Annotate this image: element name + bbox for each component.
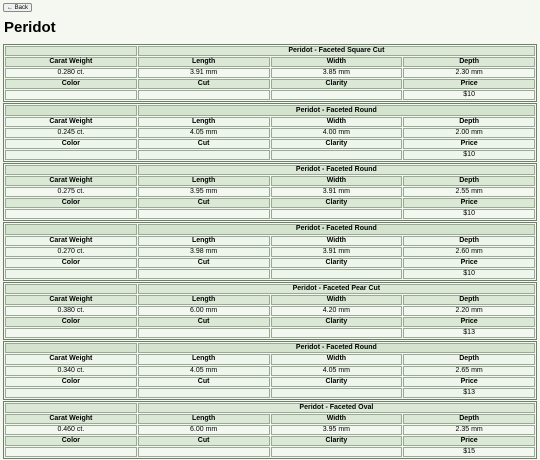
depth-value: 2.35 mm [403,425,535,435]
clarity-value [271,388,403,398]
color-value [5,150,137,160]
stone-table [3,341,537,399]
stone-table [3,222,537,280]
carat-value: 0.340 ct. [5,366,137,376]
blank-cell [5,224,137,234]
width-header: Width [271,414,403,424]
carat-value: 0.280 ct. [5,68,137,78]
price-header: Price [403,258,535,268]
clarity-value [271,447,403,457]
length-header: Length [138,414,270,424]
cut-value [138,90,270,100]
width-value: 4.20 mm [271,306,403,316]
cut-header: Cut [138,377,270,387]
carat-value: 0.245 ct. [5,128,137,138]
stone-table [3,103,537,161]
width-header: Width [271,354,403,364]
price-value: $10 [403,90,535,100]
blank-cell [5,165,137,175]
clarity-value [271,150,403,160]
clarity-header: Clarity [271,317,403,327]
color-header: Color [5,436,137,446]
blank-cell [5,343,137,353]
cut-header: Cut [138,258,270,268]
length-header: Length [138,57,270,67]
clarity-value [271,90,403,100]
depth-header: Depth [403,117,535,127]
width-header: Width [271,176,403,186]
price-value: $10 [403,209,535,219]
width-value: 3.85 mm [271,68,403,78]
clarity-header: Clarity [271,198,403,208]
length-value: 3.98 mm [138,247,270,257]
price-value: $10 [403,150,535,160]
depth-value: 2.60 mm [403,247,535,257]
price-value: $15 [403,447,535,457]
stone-table [3,282,537,340]
price-header: Price [403,198,535,208]
carat-header: Carat Weight [5,176,137,186]
page-title: Peridot [4,19,56,36]
clarity-header: Clarity [271,79,403,89]
stone-name: Peridot - Faceted Round [138,165,535,175]
cut-value [138,388,270,398]
price-header: Price [403,317,535,327]
stone-list [3,44,537,460]
depth-header: Depth [403,176,535,186]
length-value: 6.00 mm [138,306,270,316]
cut-value [138,209,270,219]
cut-header: Cut [138,79,270,89]
stone-table [3,44,537,102]
clarity-header: Clarity [271,436,403,446]
color-header: Color [5,377,137,387]
cut-value [138,150,270,160]
color-value [5,269,137,279]
cut-header: Cut [138,317,270,327]
cut-value [138,269,270,279]
price-header: Price [403,79,535,89]
carat-header: Carat Weight [5,354,137,364]
depth-value: 2.65 mm [403,366,535,376]
color-header: Color [5,258,137,268]
stone-name: Peridot - Faceted Square Cut [138,46,535,56]
depth-value: 2.30 mm [403,68,535,78]
depth-header: Depth [403,295,535,305]
carat-value: 0.275 ct. [5,187,137,197]
clarity-value [271,328,403,338]
color-header: Color [5,79,137,89]
stone-table [3,401,537,459]
stone-name: Peridot - Faceted Round [138,343,535,353]
depth-value: 2.55 mm [403,187,535,197]
clarity-value [271,209,403,219]
stone-name: Peridot - Faceted Pear Cut [138,284,535,294]
length-value: 3.95 mm [138,187,270,197]
length-header: Length [138,117,270,127]
stone-table [3,163,537,221]
width-value: 3.91 mm [271,187,403,197]
color-value [5,209,137,219]
cut-value [138,328,270,338]
cut-header: Cut [138,198,270,208]
cut-header: Cut [138,436,270,446]
price-header: Price [403,377,535,387]
depth-value: 2.20 mm [403,306,535,316]
color-value [5,447,137,457]
price-value: $13 [403,328,535,338]
width-value: 4.05 mm [271,366,403,376]
color-header: Color [5,198,137,208]
back-button[interactable]: ← Back [3,3,32,12]
length-value: 4.05 mm [138,128,270,138]
width-header: Width [271,236,403,246]
width-value: 3.91 mm [271,247,403,257]
depth-header: Depth [403,354,535,364]
blank-cell [5,284,137,294]
carat-header: Carat Weight [5,236,137,246]
blank-cell [5,403,137,413]
stone-name: Peridot - Faceted Round [138,224,535,234]
width-header: Width [271,117,403,127]
price-value: $10 [403,269,535,279]
clarity-value [271,269,403,279]
depth-header: Depth [403,236,535,246]
blank-cell [5,46,137,56]
width-value: 3.95 mm [271,425,403,435]
color-value [5,328,137,338]
color-header: Color [5,139,137,149]
stone-name: Peridot - Faceted Oval [138,403,535,413]
clarity-header: Clarity [271,139,403,149]
price-header: Price [403,139,535,149]
length-value: 4.05 mm [138,366,270,376]
length-header: Length [138,295,270,305]
clarity-header: Clarity [271,258,403,268]
length-value: 6.00 mm [138,425,270,435]
depth-header: Depth [403,57,535,67]
width-value: 4.00 mm [271,128,403,138]
color-value [5,388,137,398]
length-header: Length [138,354,270,364]
price-value: $13 [403,388,535,398]
price-header: Price [403,436,535,446]
length-header: Length [138,176,270,186]
carat-header: Carat Weight [5,57,137,67]
cut-header: Cut [138,139,270,149]
stone-name: Peridot - Faceted Round [138,105,535,115]
width-header: Width [271,57,403,67]
length-value: 3.91 mm [138,68,270,78]
color-header: Color [5,317,137,327]
clarity-header: Clarity [271,377,403,387]
cut-value [138,447,270,457]
carat-value: 0.460 ct. [5,425,137,435]
carat-value: 0.380 ct. [5,306,137,316]
carat-header: Carat Weight [5,117,137,127]
width-header: Width [271,295,403,305]
depth-value: 2.00 mm [403,128,535,138]
length-header: Length [138,236,270,246]
carat-header: Carat Weight [5,414,137,424]
carat-header: Carat Weight [5,295,137,305]
carat-value: 0.270 ct. [5,247,137,257]
color-value [5,90,137,100]
depth-header: Depth [403,414,535,424]
blank-cell [5,105,137,115]
